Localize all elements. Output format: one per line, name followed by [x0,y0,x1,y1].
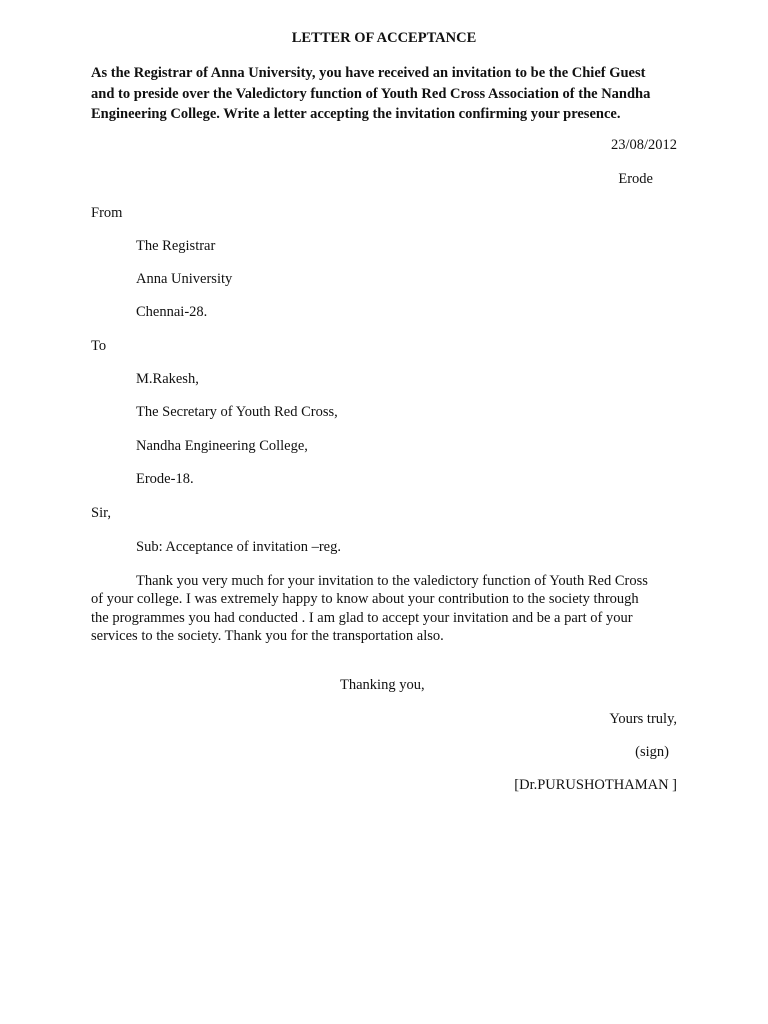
to-address-line: M.Rakesh, [136,371,199,387]
thanking-line: Thanking you, [340,677,425,693]
letter-body [91,572,681,645]
to-label: To [91,338,107,354]
signature-placeholder: (sign) [635,744,669,760]
question-prompt [91,63,691,125]
letter-title: LETTER OF ACCEPTANCE [291,30,477,46]
body-line: services to the society. Thank you for the transportation also. [91,627,444,644]
from-address-line: Chennai-28. [136,304,208,320]
body-line: Thank you very much for your invitation to the valedictory function of Youth Red Cross [136,573,648,589]
question-line: and to preside over the Valedictory function of Youth Red Cross Association of the Nandha [91,85,651,102]
subject-line: Sub: Acceptance of invitation –reg. [136,539,341,555]
body-line: of your college. I was extremely happy to know about your contribution to the society through [91,591,639,608]
from-address-line: Anna University [136,271,233,287]
to-address-line: The Secretary of Youth Red Cross, [136,404,338,420]
signatory-name: [Dr.PURUSHOTHAMAN ] [514,777,677,793]
question-line: As the Registrar of Anna University, you have received an invitation to be the Chief Guest [91,65,646,81]
letter-date: 23/08/2012 [610,137,677,153]
to-address-line: Erode-18. [136,471,194,487]
to-address-line: Nandha Engineering College, [136,438,308,454]
salutation: Sir, [91,505,111,521]
body-line: the programmes you had conducted . I am glad to accept your invitation and be a part of your [91,609,633,626]
from-label: From [91,205,123,221]
from-address-line: The Registrar [136,238,216,254]
letter-place: Erode [618,171,653,187]
question-line: Engineering College. Write a letter accepting the invitation confirming your presence. [91,106,621,122]
closing-line: Yours truly, [609,711,677,727]
